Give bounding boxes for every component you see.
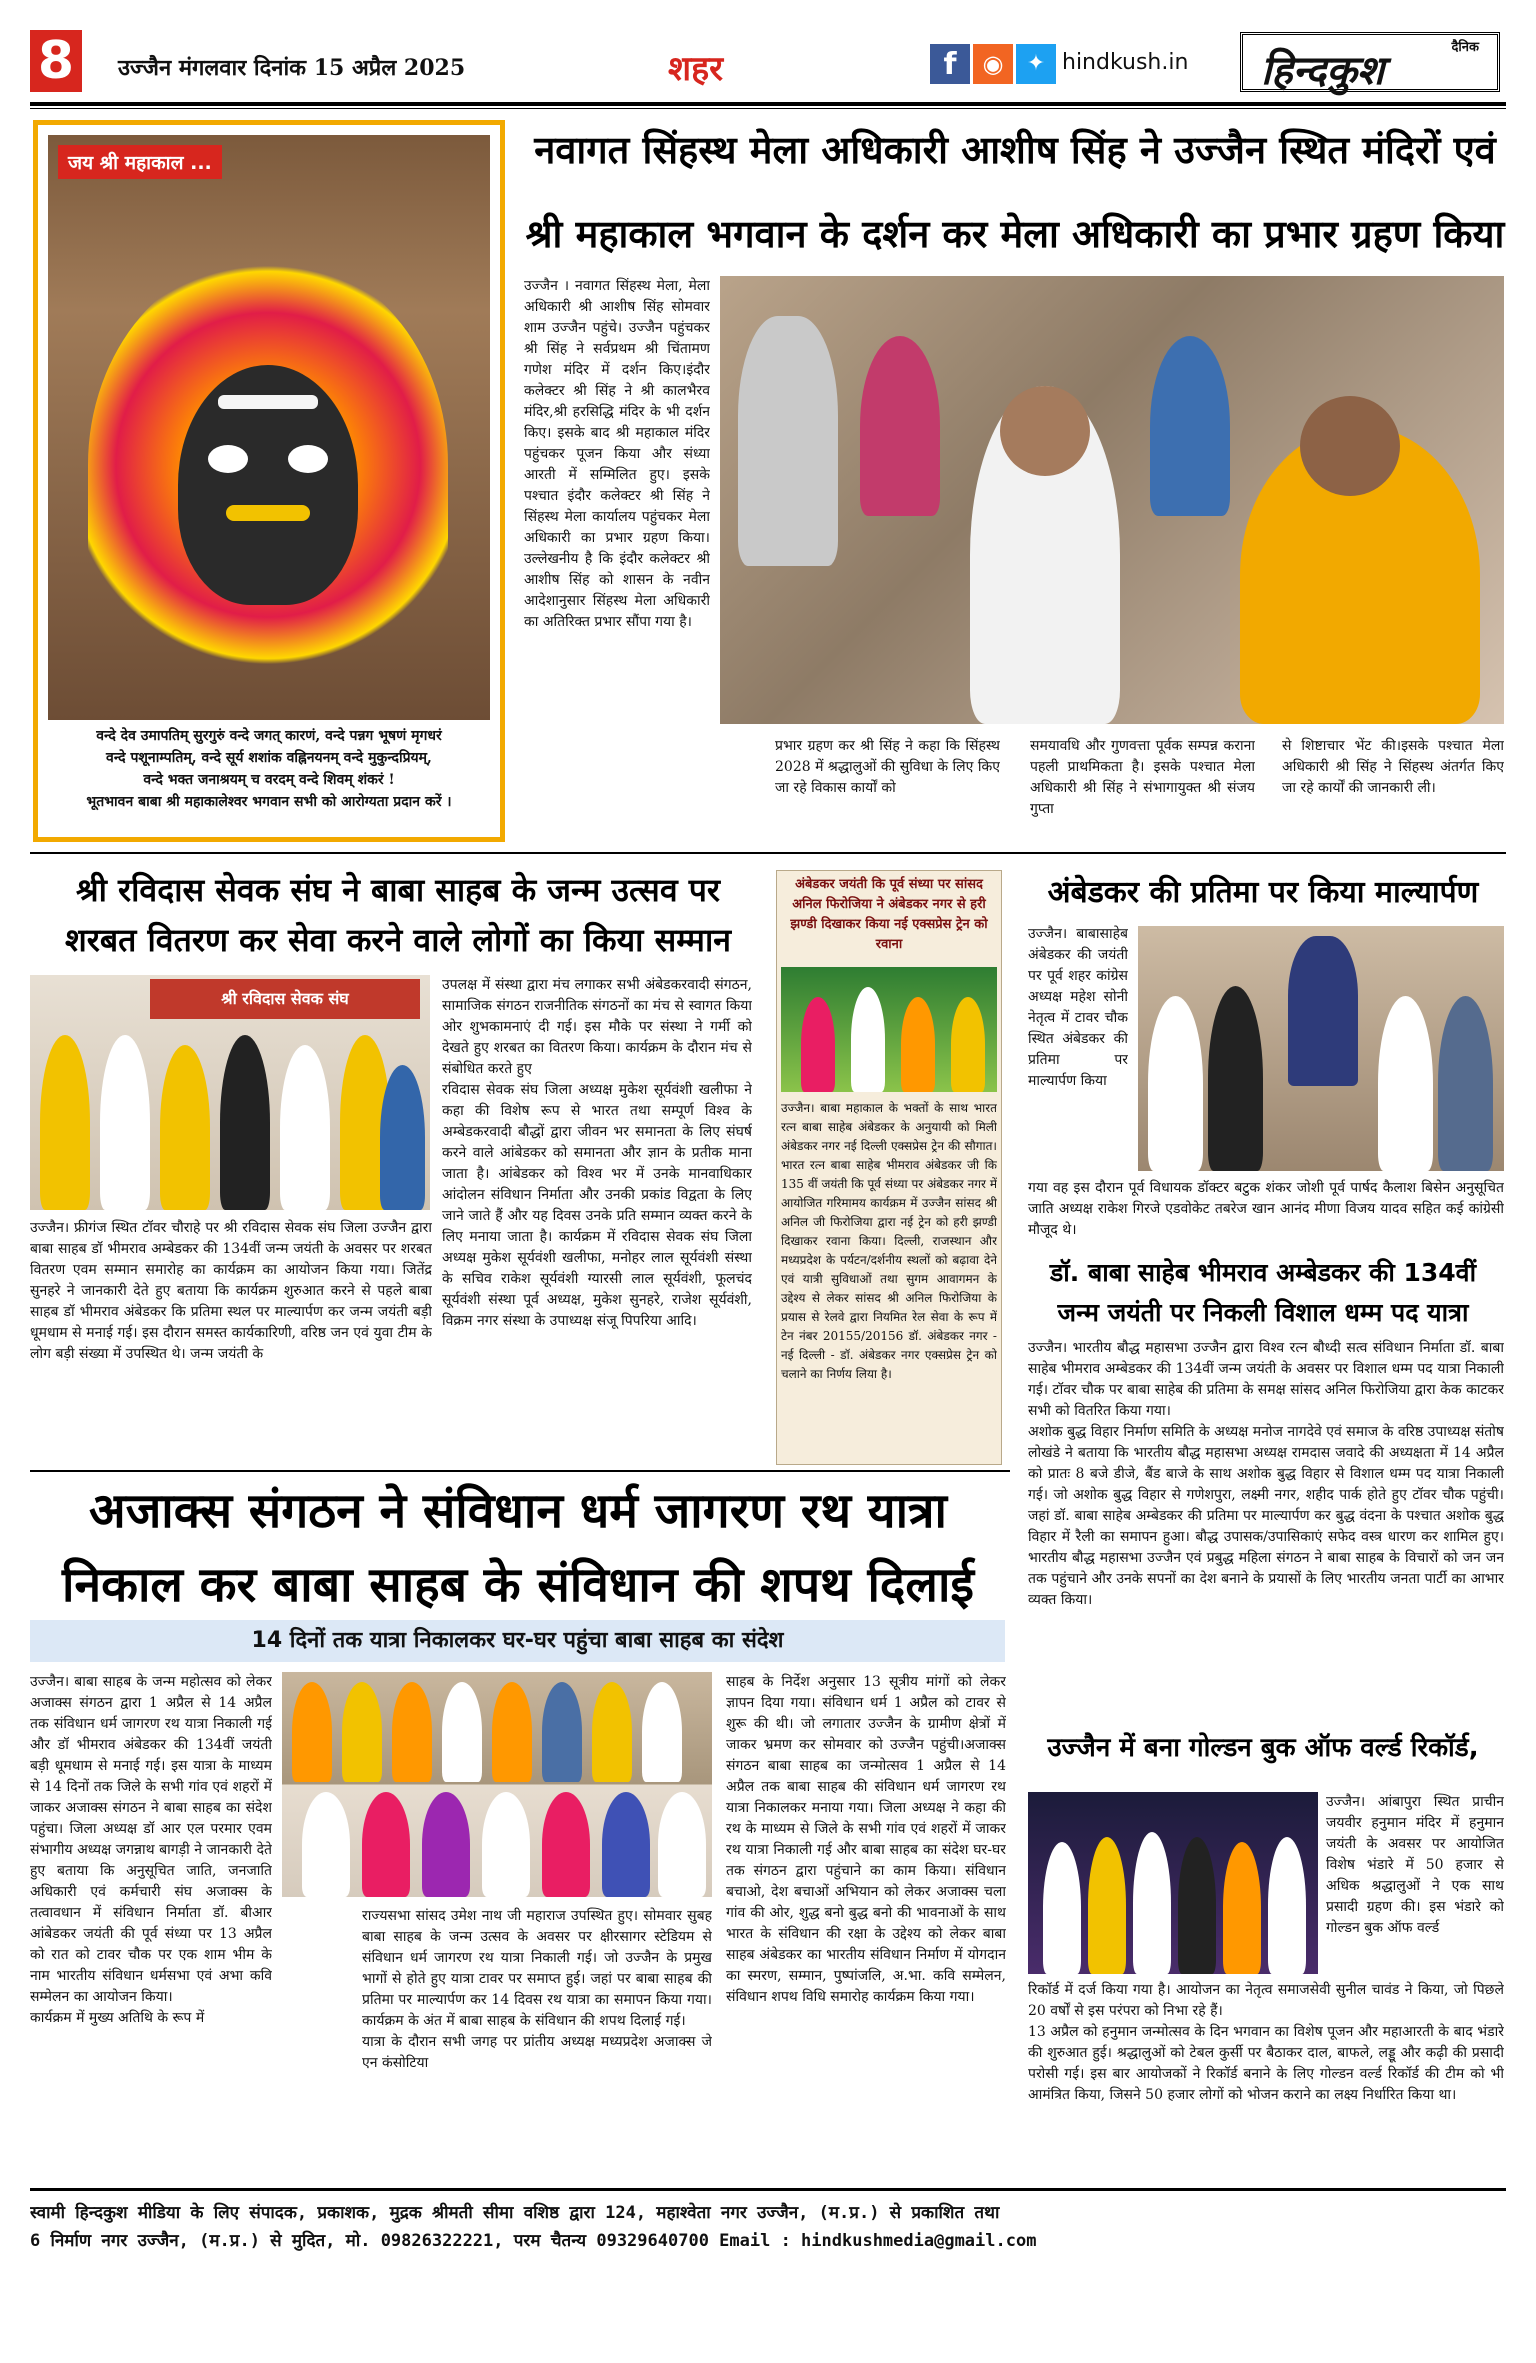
ravidas-banner: श्री रविदास सेवक संघ [150, 979, 420, 1019]
ravidas-headline-1: श्री रविदास सेवक संघ ने बाबा साहब के जन्म उत्सव पर [75, 871, 721, 909]
ajaks-headline-1: अजाक्स संगठन ने संविधान धर्म जागरण रथ यात्रा [89, 1483, 947, 1539]
nandi-statue-icon [738, 316, 838, 566]
lead-body-left: उज्जैन । नवागत सिंहस्थ मेला, मेला अधिकारी श्री आशीष सिंह सोमवार शाम उज्जैन पहुंचे। उज्जैन पहुंचकर श्री सिंह ने सर्वप्रथम श्री चिंतामण गणेश मंदिर में दर्शन किए।इंदौर कलेक्टर श्री सिंह ने श्री कालभैरव मंदिर,श्री हरसिद्धि मंदिर के भी दर्शन किए। इसके बाद श्री महाकाल मंदिर पहुंचकर पूजन किया और संध्या आरती में सम्मिलित हुए। इसके पश्चात इंदौर कलेक्टर श्री सिंह ने सिंहस्थ मेला कार्यालय पहुंचकर मेला अधिकारी का प्रभार ग्रहण किया। उल्लेखनीय है कि इंदौर कलेक्टर श्री आशीष सिंह को शासन के नवीन आदेशानुसार सिंहस्थ मेला अधिकारी का अतिरिक्त प्रभार सौंपा गया है। [524, 278, 710, 630]
ajaks-body-col3: साहब के निर्देश अनुसार 13 सूत्रीय मांगों को लेकर ज्ञापन दिया गया। संविधान धर्म 1 अप्रैल को टावर से शुरू की थी। जो लगातार उज्जैन के ग्रामीण क्षेत्रों में जाकर भ्रमण कर सोमवार को उज्जैन पहुंची।अजाक्स संगठन बाबा साहब का जन्मोत्सव 1 अप्रैल से 14 अप्रैल तक बाबा साहब की संविधान धर्म जागरण रथ यात्रा निकालकर मनाया गया। जिला अध्यक्ष ने कहा की रथ के माध्यम से जिले के सभी गांव एवं शहरों में जाकर रथ यात्रा निकाली गई और बाबा साहब का संदेश घर-घर तक संगठन द्वारा पहुंचाने का काम किया। संविधान बचाओ, देश बचाओं अभियान को लेकर अजाक्स चला गांव की ओर, शुद्ध बनो बुद्ध बनो की भावनाओं के साथ भारत के संविधान की रक्षा के उद्देश्य को लेकर बाबा साहब अंबेडकर का भारतीय संविधान निर्माण में योगदान का स्मरण, सम्मान, पुष्पांजलि, अ.भा. कवि सम्मेलन, संविधान शपथ विधि समारोह कार्यक्रम किया गया। [726, 1674, 1006, 2005]
page-number: 8 [30, 30, 82, 92]
social-icons [930, 44, 1056, 84]
verse-line-1: वन्दे देव उमापतिम् सुरगुरुं वन्दे जगत् कारणं, वन्दे पन्नग भूषणं मृगधरं [96, 728, 442, 744]
lead-body-col4: से शिष्टाचार भेंट की।इसके पश्चात मेला अधिकारी श्री सिंह ने सिंहस्थ अंतर्गत किए जा रहे कार्यों की जानकारी ली। [1282, 738, 1504, 796]
website-link[interactable]: hindkush.in [1062, 50, 1189, 75]
mahakal-photo [48, 135, 490, 720]
golden-body-side: उज्जैन। आंबापुरा स्थित प्राचीन जयवीर हनुमान मंदिर में हनुमान जयंती के अवसर पर आयोजित विशेष भंडारे में 50 हजार से अधिक श्रद्धालुओं ने एक साथ प्रसादी ग्रहण की। इस भंडारे को गोल्डन बुक ऑफ वर्ल्ड [1326, 1794, 1504, 1936]
shivling-face-icon [178, 365, 358, 605]
train-box [776, 870, 1002, 1465]
statue-body-side: उज्जैन। बाबासाहेब अंबेडकर की जयंती पर पूर्व शहर कांग्रेस अध्यक्ष महेश सोनी नेतृत्व में टावर चौक स्थित अंबेडकर की प्रतिमा पर माल्यार्पण किया [1028, 926, 1128, 1089]
twitter-icon[interactable]: ✦ [1016, 44, 1056, 84]
statue-headline: अंबेडकर की प्रतिमा पर किया माल्यार्पण [1047, 875, 1479, 910]
train-headline: अंबेडकर जयंती कि पूर्व संध्या पर सांसद अनिल फिरोजिया ने अंबेडकर नगर से हरी झण्डी दिखाकर किया नई एक्सप्रेस ट्रेन को रवाना [790, 877, 988, 952]
ajaks-headline-2: निकाल कर बाबा साहब के संविधान की शपथ दिलाई [62, 1557, 974, 1613]
ajaks-subhead: 14 दिनों तक यात्रा निकालकर घर-घर पहुंचा बाबा साहब का संदेश [30, 1620, 1005, 1662]
imprint-line-2: 6 निर्माण नगर उज्जैन, (म.प्र.) से मुदित, मो. 09826322221, परम चैतन्य 09329640700 Email : hindkushmedia@gmail.com [30, 2231, 1037, 2251]
lead-photo [720, 276, 1504, 724]
golden-photo [1028, 1792, 1318, 1974]
mahakal-blessing: भूतभावन बाबा श्री महाकालेश्वर भगवान सभी को आरोग्यता प्रदान करें । [86, 794, 452, 810]
paper-tag: दैनिक [1451, 40, 1479, 55]
ravidas-photo [30, 975, 430, 1210]
dhamma-headline-2: जन्म जयंती पर निकली विशाल धम्म पद यात्रा [1057, 1298, 1469, 1327]
lead-body-col3: समयावधि और गुणवत्ता पूर्वक सम्पन्न कराना पहली प्राथमिकता है। इसके पश्चात मेला अधिकारी श्री सिंह ने संभागायुक्त श्री संजय गुप्ता [1030, 738, 1255, 817]
verse-line-3: वन्दे भक्त जनाश्रयम् च वरदम् वन्दे शिवम् शंकरं ! [143, 772, 395, 788]
rss-icon[interactable]: ◉ [973, 44, 1013, 84]
verse-line-2: वन्दे पशूनाम्पतिम्, वन्दे सूर्य शशांक वह्निनयनम् वन्दे मुकुन्दप्रियम्, [106, 750, 432, 766]
train-body: उज्जैन। बाबा महाकाल के भक्तों के साथ भारत रत्न बाबा साहेब अंबेडकर के अनुयायी को मिली अंबेडकर नगर नई दिल्ली एक्सप्रेस ट्रेन की सौगात। भारत रत्न बाबा साहेब भीमराव अंबेडकर जी कि 135 वीं जयंती कि पूर्व संध्या पर अंबेडकर नगर में आयोजित गरिमामय कार्यक्रम में उज्जैन सांसद श्री अनिल जी फिरोजिया द्वारा नई ट्रेन को हरी झण्डी दिखाकर रवाना किया। दिल्ली, राजस्थान और मध्यप्रदेश के पर्यटन/दर्शनीय स्थलों को बढ़ावा देने एवं यात्री सुविधाओं तथा सुगम आवागमन के उद्देश्य से लेकर सांसद श्री अनिल फिरोजिया के प्रयास से रेलवे द्वारा नियमित रेल सेवा के रूप में टेन नंबर 20155/20156 डॉ. अंबेडकर नगर - नई दिल्ली - डॉ. अंबेडकर नगर एक्सप्रेस ट्रेन को चलाने का निर्णय लिया है। [781, 1101, 997, 1381]
statue-icon [1288, 936, 1358, 1086]
ravidas-body-left: उज्जैन। फ्रीगंज स्थित टॉवर चौराहे पर श्री रविदास सेवक संघ जिला उज्जैन द्वारा बाबा साहब डॉ भीमराव अम्बेडकर की 134वीं जन्म जयंती के अवसर पर शरबत वितरण एवम सम्मान समारोह का कार्यक्रम का आयोजन किया गया। जितेंद्र सुनहरे ने जानकारी देते हुए बताया कि कार्यक्रम शुरुआत करने से पहले बाबा साहब डॉ भीमराव अंबेडकर कि प्रतिमा स्थल पर माल्यार्पण कर जन्म जयंती बड़ी धूमधाम से मनाई गई। इस दौरान समस्त कार्यकारिणी, वरिष्ठ जन एवं युवा टीम के लोग बड़ी संख्या में उपस्थित थे। जन्म जयंती के [30, 1220, 432, 1362]
ajaks-body-col2: राज्यसभा सांसद उमेश नाथ जी महाराज उपस्थित हुए। सोमवार सुबह बाबा साहब के जन्म उत्सव के अवसर पर क्षीरसागर स्टेडियम से संविधान धर्म जागरण रथ यात्रा निकाली गई। जो उज्जैन के प्रमुख भागों से होते हुए यात्रा टावर पर समाप्त हुई। जहां पर बाबा साहब की प्रतिमा पर माल्यार्पण कर 14 दिवस रथ यात्रा का समापन किया गया। कार्यक्रम के अंत में बाबा साहब के संविधान की शपथ दिलाई गई। यात्रा के दौरान सभी जगह पर प्रांतीय अध्यक्ष मध्यप्रदेश अजाक्स जे एन कंसोटिया [362, 1908, 712, 2071]
ajaks-body-col1: उज्जैन। बाबा साहब के जन्म महोत्सव को लेकर अजाक्स संगठन द्वारा 1 अप्रैल से 14 अप्रैल तक संविधान धर्म जागरण रथ यात्रा निकाली गई और डॉ भीमराव अंबेडकर की 134वीं जयंती बड़ी धूमधाम से मनाई गई। इस यात्रा के माध्यम से 14 दिनों तक जिले के सभी गांव एवं शहरों में जाकर अजाक्स संगठन ने बाबा साहब का संदेश पहुंचा। जिला अध्यक्ष डॉ आर एल परमार एवम संभागीय अध्यक्ष जगन्नाथ बागड़ी ने जानकारी देते हुए बताया कि अनुसूचित जाति, जनजाति अधिकारी एवं कर्मचारी संघ अजाक्स के तत्वावधान में संविधान निर्माता डॉ. बीआर आंबेडकर जयंती की पूर्व संध्या पर 13 अप्रैल को रात को टावर चौक पर एक शाम भीम के नाम भारतीय संविधान धर्मसभा एवं अभा कवि सम्मेलन का आयोजन किया। कार्यक्रम में मुख्य अतिथि के रूप में [30, 1674, 272, 2026]
dhamma-body: उज्जैन। भारतीय बौद्ध महासभा उज्जैन द्वारा विश्व रत्न बौध्दी सत्व संविधान निर्माता डॉ. बाबा साहेब भीमराव अम्बेडकर की 134वीं जन्म जयंती के अवसर पर विशाल धम्म पद यात्रा निकाली गई। टॉवर चौक पर बाबा साहेब की प्रतिमा के समक्ष सांसद अनिल फिरोजिया द्वारा केक काटकर सभी को वितरित किया गया। अशोक बुद्ध विहार निर्माण समिति के अध्यक्ष मनोज नागदेवे एवं समाज के वरिष्ठ उपाध्यक्ष संतोष लोखंडे ने बताया कि भारतीय बौद्ध महासभा अध्यक्ष रामदास जवादे की अध्यक्षता में 14 अप्रैल को प्रातः 8 बजे डीजे, बैंड बाजे के साथ अशोक बुद्ध विहार से विशाल धम्म पद यात्रा निकाली गई। जो अशोक बुद्ध विहार से गणेशपुरा, लक्ष्मी नगर, शहीद पार्क होते हुए टॉवर चौक पहुंची। जहां डॉ. बाबा साहेब अम्बेडकर की प्रतिमा पर माल्यार्पण कर बुद्ध वंदना के पश्चात अशोक बुद्ध विहार में रैली का समापन हुआ। बौद्ध उपासक/उपासिकाएं सफेद वस्त्र धारण कर शामिल हुए। भारतीय बौद्ध महासभा उज्जैन एवं प्रबुद्ध महिला संगठन ने बाबा साहब के विचारों को जन जन तक पहुंचाने और उनके सपनों का देश बनाने के प्रयासों के लिए भारतीय जनता पार्टी का आभार व्यक्त किया। [1028, 1340, 1504, 1608]
paper-logo [1240, 32, 1500, 92]
ravidas-body-right: उपलक्ष में संस्था द्वारा मंच लगाकर सभी अंबेडकरवादी संगठन, सामाजिक संगठन राजनीतिक संगठनों का मंच से स्वागत किया ओर शुभकामनाएं दी गई। इस मौके पर संस्था ने गर्मी को देखते हुए शरबत का वितरण किया। कार्यक्रम के दौरान मंच से संबोधित करते हुए रविदास सेवक संघ जिला अध्यक्ष मुकेश सूर्यवंशी खलीफा ने कहा की विशेष रूप से भारत तथा सम्पूर्ण विश्व के अम्बेडकरवादी बौद्धों द्वारा जीवन भर समानता के लिए संघर्ष करने वाले आंबेडकर को समानता और ज्ञान के प्रतीक माना जाता है। आंबेडकर को विश्व भर में उनके मानवाधिकार आंदोलन संविधान निर्माता और उनकी प्रकांड विद्वता के लिए जाने जाते हैं और यह दिवस उनके प्रति सम्मान व्यक्त करने के लिए मनाया जाता है। कार्यक्रम में रविदास सेवक संघ जिला अध्यक्ष मुकेश सूर्यवंशी खलीफा, मनोहर लाल सूर्यवंशी संस्था के सचिव राकेश सूर्यवंशी ग्यारसी लाल सूर्यवंशी, फूलचंद सूर्यवंशी संस्था पूर्व अध्यक्ष, मुकेश सुनहरे, राजेश सूर्यवंशी, विक्रम नगर संस्था के उपाध्यक्ष संजू पिपरिया आदि। [442, 977, 752, 1329]
lead-headline-1: नवागत सिंहस्थ मेला अधिकारी आशीष सिंह ने उज्जैन स्थित मंदिरों एवं [534, 128, 1496, 172]
golden-body-bottom: रिकॉर्ड में दर्ज किया गया है। आयोजन का नेतृत्व समाजसेवी सुनील चावंड ने किया, जो पिछले 20 वर्षों से इस परंपरा को निभा रहे हैं। 13 अप्रैल को हनुमान जन्मोत्सव के दिन भगवान का विशेष पूजन और महाआरती के बाद भंडारे की शुरुआत हुई। श्रद्धालुओं को टेबल कुर्सी पर बैठाकर दाल, बाफले, लड्डू और कढ़ी की प्रसादी परोसी गई। इस बार आयोजकों ने रिकॉर्ड बनाने के लिए गोल्डन वर्ल्ड रिकॉर्ड की टीम को भी आमंत्रित किया, जिसने 50 हजार लोगों को भोजन कराने का लक्ष्य निर्धारित किया था। [1028, 1982, 1504, 2103]
imprint-line-1: स्वामी हिन्दकुश मीडिया के लिए संपादक, प्रकाशक, मुद्रक श्रीमती सीमा वशिष्ठ द्वारा 124, महाश्वेता नगर उज्जैन, (म.प्र.) से प्रकाशित तथा [30, 2203, 1000, 2223]
statue-photo [1138, 926, 1504, 1171]
ravidas-headline-2: शरबत वितरण कर सेवा करने वाले लोगों का किया सम्मान [65, 921, 731, 959]
golden-headline: उज्जैन में बना गोल्डन बुक ऑफ वर्ल्ड रिकॉर्ड, [1047, 1733, 1479, 1763]
paper-name: हिन्दकुश [1261, 48, 1385, 94]
mahakal-badge: जय श्री महाकाल ... [58, 145, 222, 179]
dateline: उज्जैन मंगलवार दिनांक 15 अप्रैल 2025 [118, 55, 466, 81]
dhamma-headline-1: डॉ. बाबा साहेब भीमराव अम्बेडकर की 134वीं [1049, 1258, 1477, 1287]
ajaks-photo [282, 1672, 712, 1897]
lead-headline-2: श्री महाकाल भगवान के दर्शन कर मेला अधिकारी का प्रभार ग्रहण किया [525, 212, 1505, 256]
facebook-icon[interactable]: f [930, 44, 970, 84]
train-photo [781, 967, 997, 1092]
statue-body-bottom: गया वह इस दौरान पूर्व विधायक डॉक्टर बटुक शंकर जोशी पूर्व पार्षद कैलाश बिसेन अनुसूचित जाति अध्यक्ष राकेश गिरजे एडवोकेट तबरेज खान आनंद मीणा विजय यादव सहित कई कांग्रेसी मौजूद थे। [1028, 1180, 1504, 1238]
section-name: शहर [668, 49, 724, 89]
mahakal-box [33, 120, 505, 842]
mahakal-verse [48, 725, 490, 813]
lead-body-col2: प्रभार ग्रहण कर श्री सिंह ने कहा कि सिंहस्थ 2028 में श्रद्धालुओं की सुविधा के लिए किए जा रहे विकास कार्यों को [775, 738, 1000, 796]
